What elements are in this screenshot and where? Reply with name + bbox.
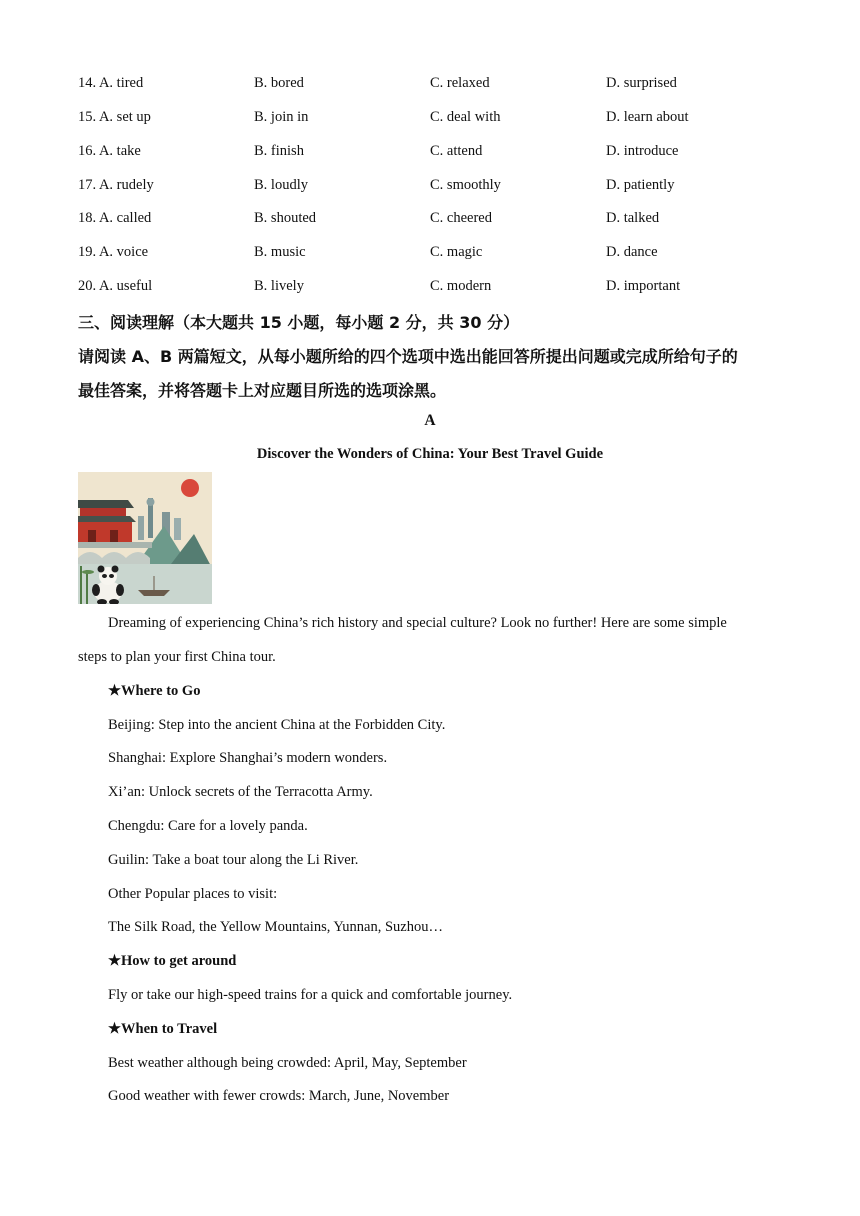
option-a: 14. A. tired: [78, 75, 144, 91]
option-b: B. music: [254, 244, 306, 260]
china-travel-illustration: [78, 472, 212, 604]
place-shanghai: Shanghai: Explore Shanghai’s modern wonders.: [108, 750, 388, 766]
option-b: B. join in: [254, 109, 309, 125]
section-instruction-cont: 最佳答案，并将答题卡上对应题目所选的选项涂黑。: [78, 381, 447, 400]
question-row-19: [78, 244, 798, 264]
option-c: C. magic: [430, 244, 483, 260]
other-places-list: The Silk Road, the Yellow Mountains, Yunnan, Suzhou…: [108, 919, 443, 935]
question-row-16: [78, 143, 798, 163]
section-instruction: 请阅读 A、B 两篇短文，从每小题所给的四个选项中选出能回答所提出问题或完成所给句子的: [78, 347, 738, 366]
question-row-15: [78, 109, 798, 129]
intro-paragraph-cont: steps to plan your first China tour.: [78, 649, 276, 665]
option-c: C. cheered: [430, 210, 492, 226]
question-row-20: [78, 278, 798, 298]
option-c: C. relaxed: [430, 75, 490, 91]
good-weather-text: Good weather with fewer crowds: March, June, November: [108, 1088, 450, 1104]
option-c: C. smoothly: [430, 177, 501, 193]
place-chengdu: Chengdu: Care for a lovely panda.: [108, 818, 308, 834]
option-a: 20. A. useful: [78, 278, 153, 294]
option-a: 15. A. set up: [78, 109, 151, 125]
section-heading: 三、阅读理解（本大题共 15 小题，每小题 2 分，共 30 分）: [78, 313, 520, 332]
intro-paragraph: Dreaming of experiencing China’s rich history and special culture? Look no further! Here are some simple: [108, 615, 727, 631]
illustration-picture: [78, 472, 212, 604]
place-guilin: Guilin: Take a boat tour along the Li River.: [108, 852, 359, 868]
option-a: 18. A. called: [78, 210, 152, 226]
question-row-17: [78, 177, 798, 197]
where-to-go-heading: ★Where to Go: [108, 683, 201, 699]
option-c: C. modern: [430, 278, 492, 294]
place-xian: Xi’an: Unlock secrets of the Terracotta Army.: [108, 784, 373, 800]
best-weather-text: Best weather although being crowded: April, May, September: [108, 1055, 467, 1071]
option-a: 16. A. take: [78, 143, 141, 159]
option-d: D. surprised: [606, 75, 677, 91]
how-to-get-around-text: Fly or take our high-speed trains for a quick and comfortable journey.: [108, 987, 513, 1003]
option-d: D. important: [606, 278, 681, 294]
place-beijing: Beijing: Step into the ancient China at the Forbidden City.: [108, 717, 446, 733]
question-row-14: [78, 75, 798, 95]
option-d: D. dance: [606, 244, 658, 260]
option-b: B. lively: [254, 278, 304, 294]
option-c: C. deal with: [430, 109, 501, 125]
option-d: D. introduce: [606, 143, 679, 159]
option-a: 17. A. rudely: [78, 177, 154, 193]
question-row-18: [78, 210, 798, 230]
option-d: D. patiently: [606, 177, 675, 193]
option-a: 19. A. voice: [78, 244, 149, 260]
option-d: D. talked: [606, 210, 660, 226]
option-b: B. shouted: [254, 210, 317, 226]
how-to-get-around-heading: ★How to get around: [108, 953, 237, 969]
option-b: B. finish: [254, 143, 304, 159]
passage-letter: A: [424, 412, 436, 429]
option-d: D. learn about: [606, 109, 689, 125]
option-b: B. loudly: [254, 177, 308, 193]
option-b: B. bored: [254, 75, 304, 91]
other-places-label: Other Popular places to visit:: [108, 886, 278, 902]
passage-title: Discover the Wonders of China: Your Best Travel Guide: [256, 446, 604, 462]
option-c: C. attend: [430, 143, 483, 159]
when-to-travel-heading: ★When to Travel: [108, 1021, 218, 1037]
